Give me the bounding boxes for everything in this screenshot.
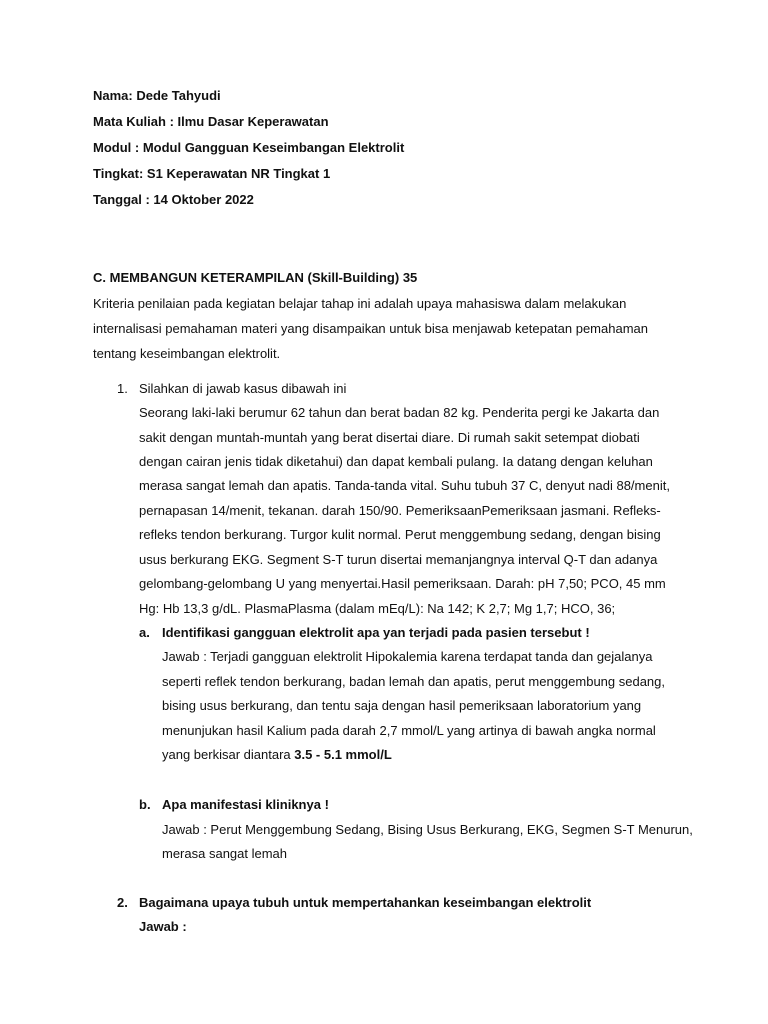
case-line: pernapasan 14/menit, tekanan. darah 150/90. PemeriksaanPemeriksaan jasmani. Refleks-	[139, 503, 661, 518]
sub-letter: a.	[139, 625, 150, 640]
item-number: 1.	[117, 381, 128, 396]
answer-line: Jawab : Perut Menggembung Sedang, Bising Usus Berkurang, EKG, Segmen S-T Menurun,	[162, 822, 693, 837]
course-name: Mata Kuliah : Ilmu Dasar Keperawatan	[93, 114, 329, 129]
case-line: merasa sangat lemah dan apatis. Tanda-tanda vital. Suhu tubuh 37 C, denyut nadi 88/menit,	[139, 478, 670, 493]
sub-question: Apa manifestasi kliniknya !	[162, 797, 329, 812]
date: Tanggal : 14 Oktober 2022	[93, 192, 254, 207]
intro-line: internalisasi pemahaman materi yang disampaikan untuk bisa menjawab ketepatan pemahaman	[93, 321, 648, 336]
case-line: refleks tendon berkurang. Turgor kulit normal. Perut menggembung sedang, dengan bising	[139, 527, 661, 542]
item-title: Bagaimana upaya tubuh untuk mempertahankan keseimbangan elektrolit	[139, 895, 592, 910]
answer-line: seperti reflek tendon berkurang, badan lemah dan apatis, perut menggembung sedang,	[162, 674, 666, 689]
answer-label: Jawab :	[139, 919, 187, 934]
item-number: 2.	[117, 895, 128, 910]
case-line: usus berkurang EKG. Segment S-T turun disertai memanjangnya interval Q-T dan adanya	[139, 552, 658, 567]
answer-text: yang berkisar diantara	[162, 747, 295, 762]
answer-line	[162, 747, 392, 763]
answer-line: Jawab : Terjadi gangguan elektrolit Hipokalemia karena terdapat tanda dan gejalanya	[162, 649, 653, 664]
answer-line: bising usus berkurang, dan tentu saja dengan hasil pemeriksaan laboratorium yang	[162, 698, 642, 713]
item-title: Silahkan di jawab kasus dibawah ini	[139, 381, 347, 396]
case-line: gelombang-gelombang U yang menyertai.Hasil pemeriksaan. Darah: pH 7,50; PCO, 45 mm	[139, 576, 666, 591]
case-line: Hg: Hb 13,3 g/dL. PlasmaPlasma (dalam mEq/L): Na 142; K 2,7; Mg 1,7; HCO, 36;	[139, 601, 616, 616]
intro-line: Kriteria penilaian pada kegiatan belajar tahap ini adalah upaya mahasiswa dalam melakukan	[93, 296, 627, 311]
sub-question: Identifikasi gangguan elektrolit apa yan terjadi pada pasien tersebut !	[162, 625, 590, 640]
case-line: Seorang laki-laki berumur 62 tahun dan berat badan 82 kg. Penderita pergi ke Jakarta dan	[139, 405, 660, 420]
module-name: Modul : Modul Gangguan Keseimbangan Elektrolit	[93, 140, 405, 155]
intro-line: tentang keseimbangan elektrolit.	[93, 346, 281, 361]
case-line: sakit dengan muntah-muntah yang berat disertai diare. Di rumah sakit setempat diobati	[139, 430, 640, 445]
answer-line: merasa sangat lemah	[162, 846, 288, 861]
sub-letter: b.	[139, 797, 151, 812]
case-line: dengan cairan jenis tidak diketahui) dan dapat kembali pulang. Ia datang dengan keluhan	[139, 454, 653, 469]
level: Tingkat: S1 Keperawatan NR Tingkat 1	[93, 166, 331, 181]
normal-range: 3.5 - 5.1 mmol/L	[294, 747, 392, 762]
student-name: Nama: Dede Tahyudi	[93, 88, 221, 103]
answer-line: menunjukan hasil Kalium pada darah 2,7 mmol/L yang artinya di bawah angka normal	[162, 723, 656, 738]
section-title: C. MEMBANGUN KETERAMPILAN (Skill-Building) 35	[93, 270, 418, 285]
